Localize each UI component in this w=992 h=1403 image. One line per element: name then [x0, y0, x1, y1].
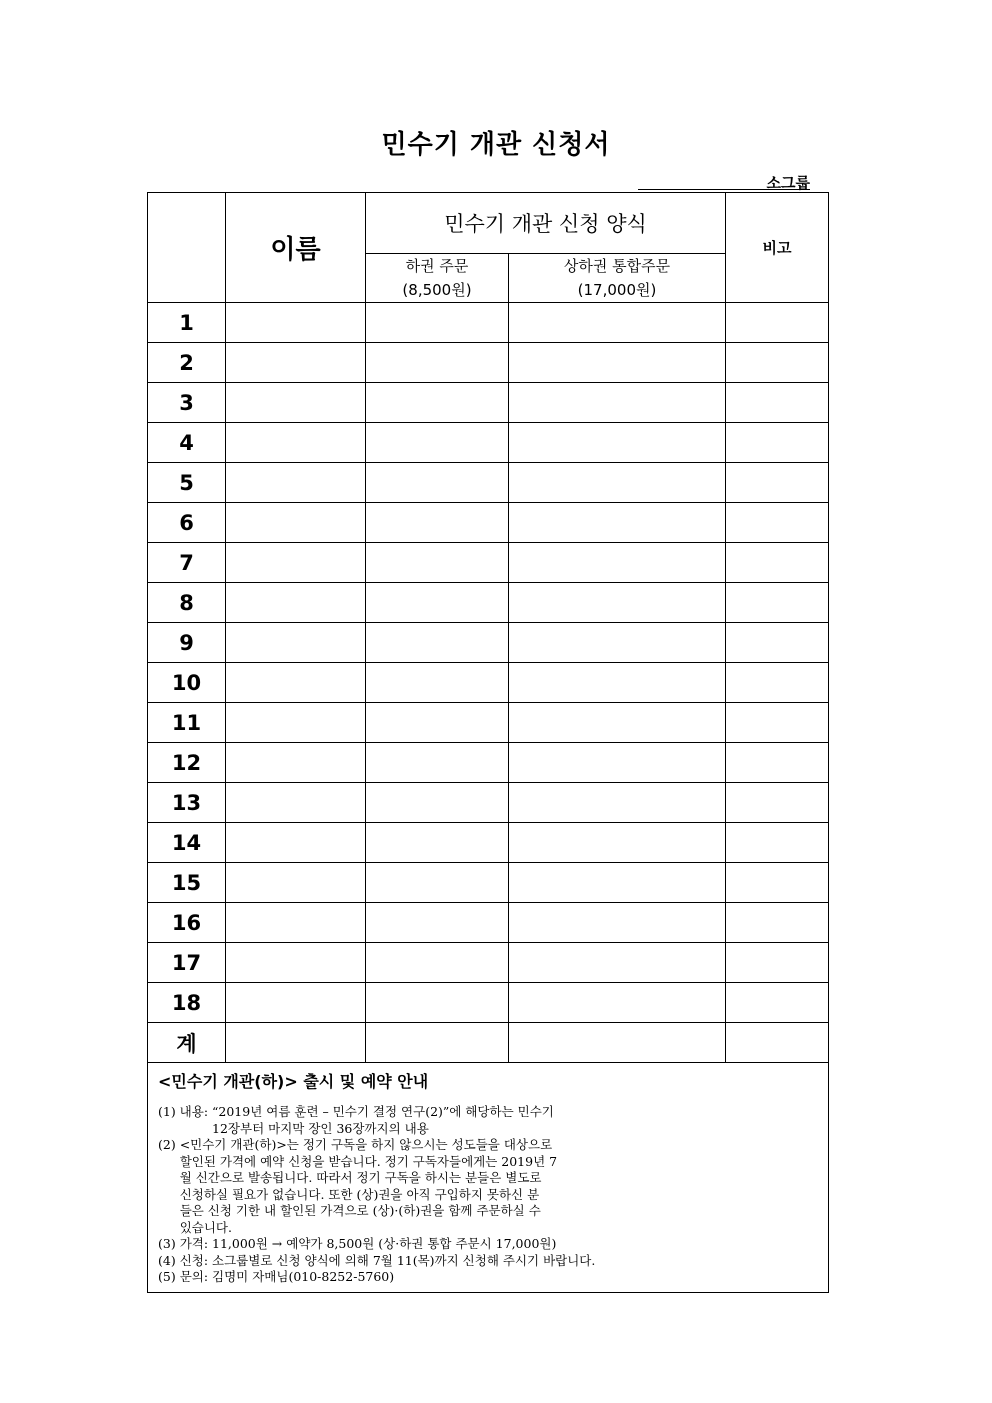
name-cell[interactable] [226, 303, 366, 343]
lower-order-cell[interactable] [366, 423, 509, 463]
row-number: 1 [148, 303, 226, 343]
row-number: 17 [148, 943, 226, 983]
notice-item [158, 1269, 828, 1286]
note-cell[interactable] [726, 943, 829, 983]
notice-item-text: 신청: 소그룹별로 신청 양식에 의해 7월 11(목)까지 신청해 주시기 바랍니다. [179, 1252, 596, 1268]
note-cell[interactable] [726, 583, 829, 623]
note-cell[interactable] [726, 703, 829, 743]
total-name-cell[interactable] [226, 1023, 366, 1063]
header-form-label: 민수기 개관 신청 양식 [366, 193, 726, 254]
row-number: 11 [148, 703, 226, 743]
lower-order-cell[interactable] [366, 543, 509, 583]
table-row [148, 423, 829, 463]
table-row [148, 743, 829, 783]
notice-list [158, 1104, 828, 1286]
note-cell[interactable] [726, 983, 829, 1023]
row-number: 18 [148, 983, 226, 1023]
row-number: 14 [148, 823, 226, 863]
note-cell[interactable] [726, 783, 829, 823]
note-cell[interactable] [726, 863, 829, 903]
lower-order-cell[interactable] [366, 783, 509, 823]
name-cell[interactable] [226, 863, 366, 903]
notice-item-mark: (3) [158, 1236, 180, 1251]
total-lower-cell[interactable] [366, 1023, 509, 1063]
header-row-1 [148, 193, 829, 254]
page-title: 민수기 개관 신청서 [381, 130, 611, 160]
total-both-cell[interactable] [509, 1023, 726, 1063]
lower-order-cell[interactable] [366, 623, 509, 663]
both-order-cell[interactable] [509, 863, 726, 903]
row-number: 16 [148, 903, 226, 943]
option-both-title: 상하권 통합주문 [563, 257, 671, 275]
name-cell[interactable] [226, 383, 366, 423]
both-order-cell[interactable] [509, 903, 726, 943]
row-number: 2 [148, 343, 226, 383]
name-cell[interactable] [226, 463, 366, 503]
notice-item-mark: (4) [158, 1252, 180, 1268]
both-order-cell[interactable] [509, 943, 726, 983]
notice-box [148, 1063, 829, 1293]
table-row [148, 863, 829, 903]
header-index-cell [148, 193, 226, 303]
note-cell[interactable] [726, 383, 829, 423]
notice-title: <민수기 개관(하)> 출시 및 예약 안내 [158, 1072, 429, 1091]
row-number: 7 [148, 543, 226, 583]
note-cell[interactable] [726, 343, 829, 383]
table-row [148, 903, 829, 943]
total-label: 계 [148, 1023, 226, 1063]
both-order-cell[interactable] [509, 343, 726, 383]
both-order-cell[interactable] [509, 983, 726, 1023]
table-row [148, 383, 829, 423]
name-cell[interactable] [226, 903, 366, 943]
both-order-cell[interactable] [509, 783, 726, 823]
row-number: 9 [148, 623, 226, 663]
notice-item [158, 1236, 828, 1253]
lower-order-cell[interactable] [366, 303, 509, 343]
header-option-both [509, 254, 726, 303]
row-number: 3 [148, 383, 226, 423]
lower-order-cell[interactable] [366, 743, 509, 783]
note-cell[interactable] [726, 823, 829, 863]
name-cell[interactable] [226, 663, 366, 703]
both-order-cell[interactable] [509, 663, 726, 703]
table-row [148, 823, 829, 863]
name-cell[interactable] [226, 823, 366, 863]
row-number: 5 [148, 463, 226, 503]
name-cell[interactable] [226, 343, 366, 383]
notice-item [158, 1137, 828, 1236]
table-row [148, 303, 829, 343]
lower-order-cell[interactable] [366, 903, 509, 943]
header-name: 이름 [226, 193, 366, 303]
notice-item-mark: (2) [158, 1137, 180, 1152]
table-row [148, 583, 829, 623]
both-order-cell[interactable] [509, 583, 726, 623]
lower-order-cell[interactable] [366, 663, 509, 703]
name-cell[interactable] [226, 703, 366, 743]
table-row [148, 503, 829, 543]
lower-order-cell[interactable] [366, 823, 509, 863]
lower-order-cell[interactable] [366, 383, 509, 423]
name-cell[interactable] [226, 623, 366, 663]
note-cell[interactable] [726, 303, 829, 343]
notice-item-mark: (5) [158, 1269, 180, 1284]
table-row [148, 943, 829, 983]
row-number: 13 [148, 783, 226, 823]
table-row [148, 663, 829, 703]
table-row [148, 623, 829, 663]
both-order-cell[interactable] [509, 823, 726, 863]
note-cell[interactable] [726, 503, 829, 543]
note-cell[interactable] [726, 663, 829, 703]
note-cell[interactable] [726, 543, 829, 583]
group-field[interactable] [638, 171, 810, 190]
lower-order-cell[interactable] [366, 863, 509, 903]
name-cell[interactable] [226, 583, 366, 623]
table-row [148, 703, 829, 743]
row-number: 4 [148, 423, 226, 463]
row-number: 15 [148, 863, 226, 903]
name-cell[interactable] [226, 783, 366, 823]
notice-item [158, 1253, 828, 1270]
lower-order-cell[interactable] [366, 463, 509, 503]
notice-item-text: <민수기 개관(하)>는 정기 구독을 하지 않으시는 성도들을 대상으로 할인된 가격에 예약 신청을 받습니다. 정기 구독자들에게는 2019년 7 월 신간으로 발송됩니다. 따라서 정기 구독을 하시는 분들은 별도로 신청하실 필요가 없습니다. 또한 (상)권을 아직 구입하지 못하신 분 들은 신청 기한 내 할인된 가격으로 (상)·(하)권을 함께 주문하실 수 있습니다. [179, 1137, 558, 1235]
both-order-cell[interactable] [509, 423, 726, 463]
both-order-cell[interactable] [509, 703, 726, 743]
row-number: 10 [148, 663, 226, 703]
notice-row [148, 1063, 829, 1293]
table-row [148, 543, 829, 583]
both-order-cell[interactable] [509, 543, 726, 583]
row-number: 12 [148, 743, 226, 783]
both-order-cell[interactable] [509, 503, 726, 543]
table-row [148, 983, 829, 1023]
lower-order-cell[interactable] [366, 583, 509, 623]
both-order-cell[interactable] [509, 303, 726, 343]
name-cell[interactable] [226, 423, 366, 463]
option-both-price: (17,000원) [577, 281, 657, 299]
both-order-cell[interactable] [509, 463, 726, 503]
notice-item-text: 가격: 11,000원 → 예약가 8,500원 (상·하권 통합 주문시 17,000원) [179, 1236, 557, 1251]
notice-item-text: “2019년 여름 훈련 – 민수기 결정 연구(2)”에 해당하는 민수기 12장부터 마지막 장인 36장까지의 내용 [212, 1104, 554, 1136]
order-table [147, 192, 829, 1293]
total-row [148, 1023, 829, 1063]
header-note: 비고 [726, 193, 829, 303]
note-cell[interactable] [726, 423, 829, 463]
name-cell[interactable] [226, 983, 366, 1023]
row-number: 8 [148, 583, 226, 623]
lower-order-cell[interactable] [366, 983, 509, 1023]
table-row [148, 783, 829, 823]
name-cell[interactable] [226, 543, 366, 583]
total-note-cell[interactable] [726, 1023, 829, 1063]
note-cell[interactable] [726, 623, 829, 663]
group-label: 소그룹 [766, 174, 810, 192]
name-cell[interactable] [226, 743, 366, 783]
both-order-cell[interactable] [509, 743, 726, 783]
header-option-lower [366, 254, 509, 303]
both-order-cell[interactable] [509, 383, 726, 423]
lower-order-cell[interactable] [366, 343, 509, 383]
note-cell[interactable] [726, 463, 829, 503]
name-cell[interactable] [226, 503, 366, 543]
option-lower-price: (8,500원) [402, 281, 472, 299]
table-row [148, 463, 829, 503]
lower-order-cell[interactable] [366, 703, 509, 743]
note-cell[interactable] [726, 743, 829, 783]
name-cell[interactable] [226, 943, 366, 983]
notice-item-text: 문의: 김명미 자매님(010-8252-5760) [179, 1269, 395, 1284]
option-lower-title: 하권 주문 [405, 257, 469, 275]
row-number: 6 [148, 503, 226, 543]
table-row [148, 343, 829, 383]
lower-order-cell[interactable] [366, 943, 509, 983]
both-order-cell[interactable] [509, 623, 726, 663]
notice-item [158, 1104, 828, 1137]
notice-item-mark: (1) 내용: [158, 1104, 213, 1119]
note-cell[interactable] [726, 903, 829, 943]
lower-order-cell[interactable] [366, 503, 509, 543]
